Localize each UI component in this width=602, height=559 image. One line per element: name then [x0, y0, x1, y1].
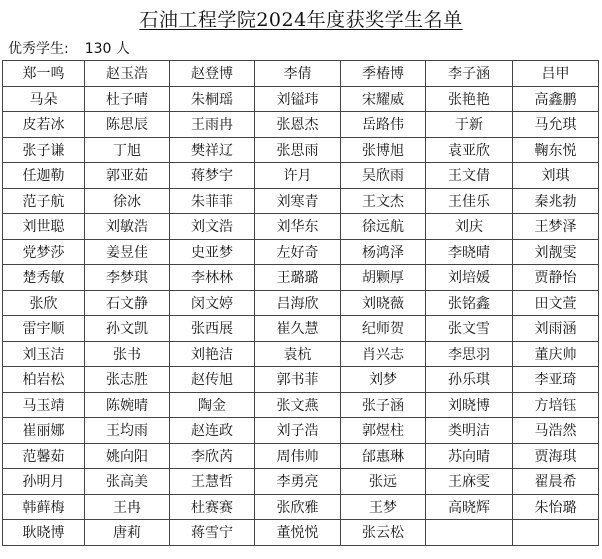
- name-cell[interactable]: 徐冰: [85, 188, 170, 214]
- name-cell[interactable]: 李勇亮: [255, 469, 341, 495]
- name-cell[interactable]: 董庆帅: [513, 341, 599, 367]
- name-cell[interactable]: 袁亚欣: [426, 137, 513, 163]
- name-cell[interactable]: 马玉靖: [3, 392, 85, 418]
- name-cell[interactable]: 马允琪: [513, 112, 599, 138]
- name-cell[interactable]: 蒋梦宇: [170, 163, 255, 189]
- name-cell[interactable]: 岳路伟: [341, 112, 426, 138]
- title-text: 石油工程学院2024年度获奖学生名单: [139, 8, 463, 31]
- name-cell[interactable]: 张子谦: [3, 137, 85, 163]
- name-cell[interactable]: 朱桐瑶: [170, 86, 255, 112]
- name-cell[interactable]: 郑一鸣: [3, 61, 85, 87]
- name-cell[interactable]: 石文静: [85, 290, 170, 316]
- name-cell[interactable]: 刘靓雯: [513, 239, 599, 265]
- name-cell[interactable]: 柏岩松: [3, 367, 85, 393]
- name-cell[interactable]: 刘玉洁: [3, 341, 85, 367]
- name-cell[interactable]: 崔久慧: [255, 316, 341, 342]
- name-cell[interactable]: 贾海琪: [513, 443, 599, 469]
- table-row: [3, 163, 599, 189]
- name-cell[interactable]: 田文萱: [513, 290, 599, 316]
- name-cell[interactable]: 张志胜: [85, 367, 170, 393]
- name-cell[interactable]: 王雨冉: [170, 112, 255, 138]
- name-cell[interactable]: 刘琪: [513, 163, 599, 189]
- name-cell[interactable]: 张书: [85, 341, 170, 367]
- name-cell[interactable]: 张欣雅: [255, 494, 341, 520]
- name-cell[interactable]: [426, 520, 513, 546]
- name-cell[interactable]: 吕甲: [513, 61, 599, 87]
- sheet-title: [0, 0, 602, 36]
- table-row: [3, 265, 599, 291]
- name-cell[interactable]: 王冉: [85, 494, 170, 520]
- name-cell[interactable]: 张西展: [170, 316, 255, 342]
- name-cell[interactable]: 马浩然: [513, 418, 599, 444]
- name-cell[interactable]: 于新: [426, 112, 513, 138]
- name-cell[interactable]: 姚向阳: [85, 443, 170, 469]
- name-cell[interactable]: 张远: [341, 469, 426, 495]
- name-cell[interactable]: 李林林: [170, 265, 255, 291]
- table-row: [3, 418, 599, 444]
- name-cell[interactable]: 张铭鑫: [426, 290, 513, 316]
- name-cell[interactable]: 李欣芮: [170, 443, 255, 469]
- name-cell[interactable]: 孙文凯: [85, 316, 170, 342]
- table-row: [3, 290, 599, 316]
- name-cell[interactable]: 马朵: [3, 86, 85, 112]
- name-cell[interactable]: 张文雪: [426, 316, 513, 342]
- category-label: 优秀学生:: [8, 41, 69, 57]
- name-cell[interactable]: 刘晓博: [426, 392, 513, 418]
- name-cell[interactable]: 张云松: [341, 520, 426, 546]
- name-cell[interactable]: 张艳艳: [426, 86, 513, 112]
- name-cell[interactable]: 刘镒玮: [255, 86, 341, 112]
- name-cell[interactable]: 闵文婷: [170, 290, 255, 316]
- name-cell[interactable]: 方培钰: [513, 392, 599, 418]
- name-cell[interactable]: 赵玉浩: [85, 61, 170, 87]
- name-cell[interactable]: 朱怡璐: [513, 494, 599, 520]
- name-cell[interactable]: 高鑫鹏: [513, 86, 599, 112]
- name-cell[interactable]: 许月: [255, 163, 341, 189]
- name-cell[interactable]: 邰惠琳: [341, 443, 426, 469]
- name-cell[interactable]: 袁杭: [255, 341, 341, 367]
- name-cell[interactable]: 刘雨涵: [513, 316, 599, 342]
- name-cell[interactable]: 季椿博: [341, 61, 426, 87]
- table-row: [3, 214, 599, 240]
- table-row: [3, 367, 599, 393]
- name-cell[interactable]: 刘敏浩: [85, 214, 170, 240]
- name-cell[interactable]: 刘子浩: [255, 418, 341, 444]
- name-cell[interactable]: 王梦: [341, 494, 426, 520]
- name-cell[interactable]: 孙明月: [3, 469, 85, 495]
- name-cell[interactable]: 范馨茹: [3, 443, 85, 469]
- table-row: [3, 188, 599, 214]
- name-cell[interactable]: 杨鸿泽: [341, 239, 426, 265]
- name-cell[interactable]: 陶金: [170, 392, 255, 418]
- name-cell[interactable]: 刘艳洁: [170, 341, 255, 367]
- name-cell[interactable]: 赵登博: [170, 61, 255, 87]
- name-cell[interactable]: 皮若冰: [3, 112, 85, 138]
- name-cell[interactable]: 贾静怡: [513, 265, 599, 291]
- name-cell[interactable]: 张高美: [85, 469, 170, 495]
- name-cell[interactable]: 杜赛赛: [170, 494, 255, 520]
- table-row: [3, 341, 599, 367]
- name-cell[interactable]: 李晓晴: [426, 239, 513, 265]
- name-cell[interactable]: 党梦莎: [3, 239, 85, 265]
- table-row: [3, 392, 599, 418]
- name-cell[interactable]: 杜子晴: [85, 86, 170, 112]
- name-cell[interactable]: 王均雨: [85, 418, 170, 444]
- table-row: [3, 86, 599, 112]
- name-cell[interactable]: 刘文浩: [170, 214, 255, 240]
- name-cell[interactable]: 吴欣雨: [341, 163, 426, 189]
- name-cell[interactable]: 张子涵: [341, 392, 426, 418]
- name-cell[interactable]: 刘世聪: [3, 214, 85, 240]
- table-row: [3, 112, 599, 138]
- name-cell[interactable]: 王佳乐: [426, 188, 513, 214]
- name-cell[interactable]: 李倩: [255, 61, 341, 87]
- name-cell[interactable]: 左好奇: [255, 239, 341, 265]
- name-cell[interactable]: 胡颗厚: [341, 265, 426, 291]
- name-cell[interactable]: 宋耀威: [341, 86, 426, 112]
- name-cell[interactable]: 刘晓薇: [341, 290, 426, 316]
- name-cell[interactable]: 李梦琪: [85, 265, 170, 291]
- name-cell[interactable]: 肖兴志: [341, 341, 426, 367]
- name-cell[interactable]: 张欣: [3, 290, 85, 316]
- table-row: [3, 520, 599, 546]
- student-count: 130 人: [84, 41, 130, 57]
- name-cell[interactable]: 张恩杰: [255, 112, 341, 138]
- table-row: [3, 494, 599, 520]
- name-cell[interactable]: 张思雨: [255, 137, 341, 163]
- table-row: [3, 469, 599, 495]
- name-cell[interactable]: 樊祥辽: [170, 137, 255, 163]
- name-cell[interactable]: 郭亚茹: [85, 163, 170, 189]
- table-row: [3, 137, 599, 163]
- name-cell[interactable]: 鞠东悦: [513, 137, 599, 163]
- name-cell[interactable]: 王慧哲: [170, 469, 255, 495]
- name-cell[interactable]: 刘培媛: [426, 265, 513, 291]
- name-cell[interactable]: 秦兆勃: [513, 188, 599, 214]
- table-row: [3, 443, 599, 469]
- name-cell[interactable]: 吕海欣: [255, 290, 341, 316]
- name-cell[interactable]: 丁旭: [85, 137, 170, 163]
- name-cell[interactable]: 周伟帅: [255, 443, 341, 469]
- name-cell[interactable]: 蒋雪宁: [170, 520, 255, 546]
- name-cell[interactable]: 王文倩: [426, 163, 513, 189]
- name-cell[interactable]: 陈思辰: [85, 112, 170, 138]
- name-cell[interactable]: 郭煜柱: [341, 418, 426, 444]
- table-row: [3, 61, 599, 87]
- name-cell[interactable]: 赵连政: [170, 418, 255, 444]
- name-cell[interactable]: 李子涵: [426, 61, 513, 87]
- name-cell[interactable]: 陈婉晴: [85, 392, 170, 418]
- name-cell[interactable]: 徐远航: [341, 214, 426, 240]
- name-cell[interactable]: 崔丽娜: [3, 418, 85, 444]
- name-cell[interactable]: 王璐璐: [255, 265, 341, 291]
- name-cell[interactable]: 雷宇顺: [3, 316, 85, 342]
- name-cell[interactable]: 李思羽: [426, 341, 513, 367]
- name-cell[interactable]: 纪师贺: [341, 316, 426, 342]
- name-cell[interactable]: 赵传旭: [170, 367, 255, 393]
- name-cell[interactable]: 唐莉: [85, 520, 170, 546]
- name-cell[interactable]: 楚秀敏: [3, 265, 85, 291]
- name-cell[interactable]: [513, 520, 599, 546]
- name-cell[interactable]: 高晓辉: [426, 494, 513, 520]
- name-cell[interactable]: 李亚琦: [513, 367, 599, 393]
- name-cell[interactable]: 苏向晴: [426, 443, 513, 469]
- name-cell[interactable]: 朱菲菲: [170, 188, 255, 214]
- name-cell[interactable]: 王文杰: [341, 188, 426, 214]
- name-cell[interactable]: 孙乐琪: [426, 367, 513, 393]
- name-cell[interactable]: 姜昱佳: [85, 239, 170, 265]
- name-cell[interactable]: 翟晨希: [513, 469, 599, 495]
- name-grid: [2, 60, 599, 546]
- name-cell[interactable]: 范子航: [3, 188, 85, 214]
- name-cell[interactable]: 张文燕: [255, 392, 341, 418]
- name-cell[interactable]: 刘寒青: [255, 188, 341, 214]
- name-cell[interactable]: 史亚梦: [170, 239, 255, 265]
- name-cell[interactable]: 类明洁: [426, 418, 513, 444]
- name-cell[interactable]: 王庥雯: [426, 469, 513, 495]
- name-cell[interactable]: 刘庆: [426, 214, 513, 240]
- name-cell[interactable]: 张博旭: [341, 137, 426, 163]
- name-cell[interactable]: 韩藓梅: [3, 494, 85, 520]
- category-row: [2, 36, 598, 60]
- name-cell[interactable]: 郭书菲: [255, 367, 341, 393]
- name-cell[interactable]: 董悦悦: [255, 520, 341, 546]
- name-cell[interactable]: 刘华东: [255, 214, 341, 240]
- name-cell[interactable]: 耿晓博: [3, 520, 85, 546]
- name-cell[interactable]: 刘梦: [341, 367, 426, 393]
- table-row: [3, 239, 599, 265]
- name-cell[interactable]: 王梦泽: [513, 214, 599, 240]
- table-row: [3, 316, 599, 342]
- name-cell[interactable]: 任迦勒: [3, 163, 85, 189]
